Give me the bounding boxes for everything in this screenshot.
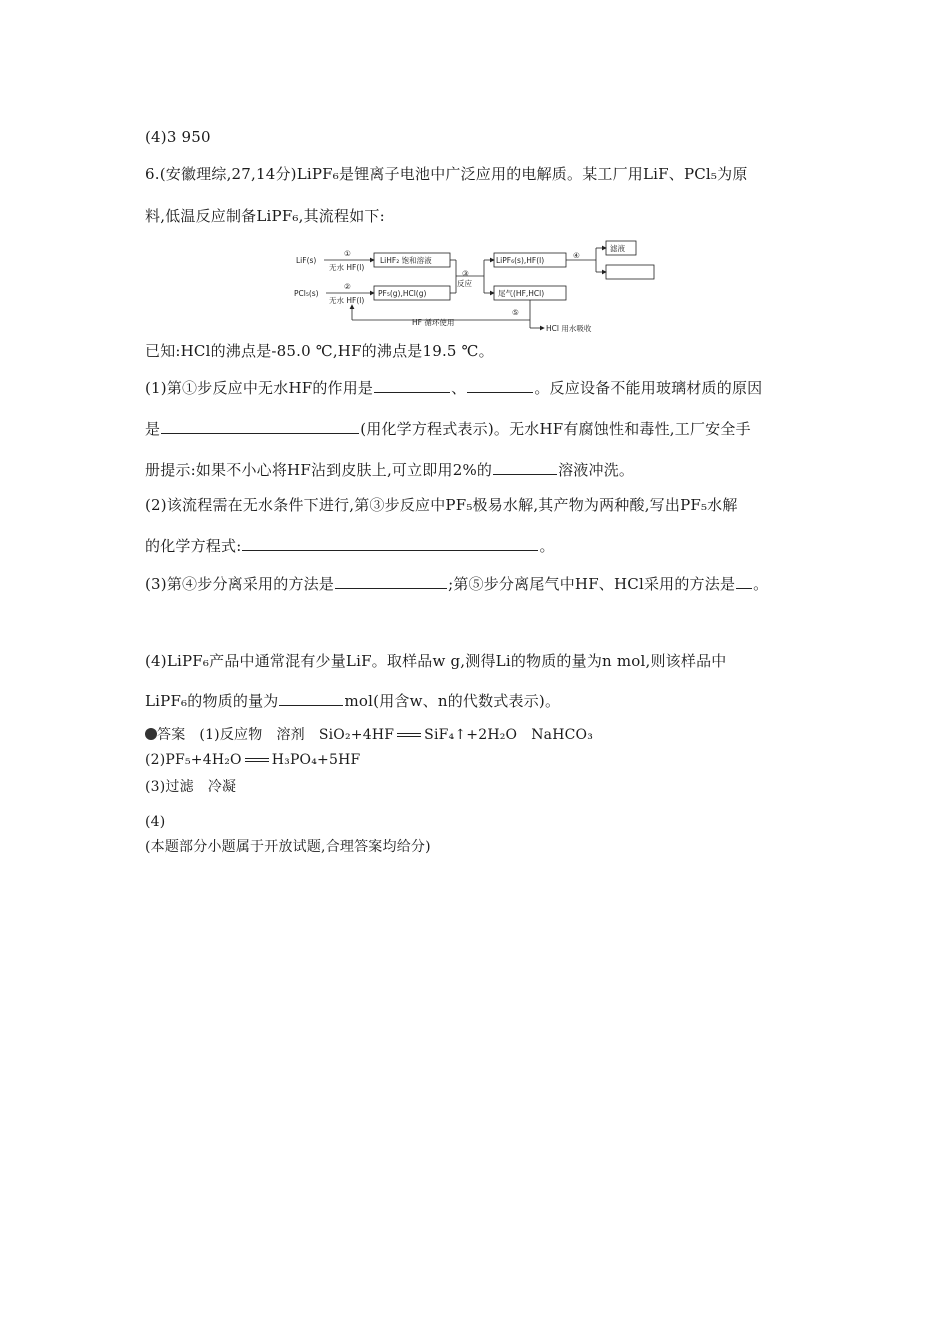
answer-1d: SiF₄↑+2H₂O: [424, 727, 518, 743]
process-flow-diagram: [290, 238, 625, 336]
answer-3b: 冷凝: [207, 779, 237, 795]
answer-blank[interactable]: [161, 418, 359, 434]
flow-lif: LiF(s): [296, 256, 317, 265]
answer-3a: (3)过滤: [145, 779, 194, 795]
answer-blank[interactable]: [374, 377, 450, 393]
answer-note: (本题部分小题属于开放试题,合理答案均给分): [145, 839, 431, 855]
answer-blank[interactable]: [279, 690, 343, 706]
answer-1a: (1)反应物: [199, 727, 263, 743]
flow-box3-label: LiPF₆(s),HF(l): [496, 256, 545, 265]
flow-step2: ②: [344, 282, 351, 291]
part1-text-d: 是: [145, 420, 161, 438]
question-part2-line2: [145, 535, 555, 556]
answer-blank[interactable]: [493, 459, 557, 475]
flow-absorb: HCl 用水吸收: [546, 324, 592, 333]
equals-sign: [397, 733, 421, 737]
answer-line4: (4): [145, 814, 166, 830]
flow-hf2: 无水 HF(l): [329, 296, 365, 305]
question-part4-line2: [145, 690, 560, 711]
part3-text-b: ;第⑤步分离尾气中HF、HCl采用的方法是: [448, 575, 736, 593]
flow-box4-label: 尾气(HF,HCl): [498, 289, 545, 298]
question-part3: [145, 573, 768, 594]
part3-text-a: (3)第④步分离采用的方法是: [145, 575, 335, 593]
flow-step5: ⑤: [512, 308, 519, 317]
question-part1-line1: [145, 377, 762, 398]
answer-2a: (2)PF₅+4H₂O: [145, 752, 242, 768]
flow-step4: ④: [573, 251, 580, 260]
answer-blank[interactable]: [736, 573, 752, 589]
question-part1-line3: [145, 459, 634, 480]
question-stem-line2: 料,低温反应制备LiPF₆,其流程如下:: [145, 207, 385, 225]
answer-1e: NaHCO₃: [531, 727, 594, 743]
part4-text-b: LiPF₆的物质的量为: [145, 692, 279, 710]
part1-text-a: (1)第①步反应中无水HF的作用是: [145, 379, 374, 397]
flow-pcl5: PCl₅(s): [294, 289, 319, 298]
part2-text-c: 。: [539, 537, 555, 555]
answer-blank[interactable]: [335, 573, 447, 589]
part1-text-e: (用化学方程式表示)。无水HF有腐蚀性和毒性,工厂安全手: [360, 420, 751, 438]
flow-box5-label: 滤液: [610, 244, 625, 253]
part1-text-f: 册提示:如果不小心将HF沾到皮肤上,可立即用2%的: [145, 461, 493, 479]
part2-text-b: 的化学方程式:: [145, 537, 242, 555]
question-part1-line2: [145, 418, 751, 439]
question-part4-line1: (4)LiPF₆产品中通常混有少量LiF。取样品w g,测得Li的物质的量为n mol,则该样品中: [145, 652, 727, 670]
known-condition: 已知:HCl的沸点是-85.0 ℃,HF的沸点是19.5 ℃。: [145, 342, 494, 360]
answer-blank[interactable]: [242, 535, 538, 551]
flow-box2-label: PF₅(g),HCl(g): [378, 289, 427, 298]
answer-1c: SiO₂+4HF: [318, 727, 395, 743]
answer-blank[interactable]: [467, 377, 533, 393]
part1-text-c: 。反应设备不能用玻璃材质的原因: [534, 379, 763, 397]
part4-text-c: mol(用含w、n的代数式表示)。: [344, 692, 561, 710]
previous-answer: (4)3 950: [145, 128, 211, 146]
part3-text-c: 。: [753, 575, 769, 593]
answer-line2: [145, 752, 360, 768]
answer-2b: H₃PO₄+5HF: [271, 752, 361, 768]
answer-icon: [145, 728, 157, 740]
flow-hf1: 无水 HF(l): [329, 263, 365, 272]
part1-text-b: 、: [451, 379, 467, 397]
flow-step3: ③: [462, 269, 469, 278]
part1-text-g: 溶液冲洗。: [558, 461, 635, 479]
question-part2-line1: (2)该流程需在无水条件下进行,第③步反应中PF₅极易水解,其产物为两种酸,写出PF₅水解: [145, 496, 738, 514]
answer-1b: 溶剂: [276, 727, 305, 743]
flow-recycle: HF 循环使用: [412, 318, 455, 327]
answer-line3: [145, 776, 236, 796]
flow-react: 反应: [457, 279, 472, 288]
flow-box1-label: LiHF₂ 饱和溶液: [380, 256, 432, 265]
equals-sign: [245, 758, 269, 762]
question-stem-line1: 6.(安徽理综,27,14分)LiPF₆是锂离子电池中广泛应用的电解质。某工厂用LiF、PCl₅为原: [145, 165, 748, 183]
flow-step1: ①: [344, 249, 351, 258]
answer-label: 答案: [157, 727, 186, 743]
answer-line1: [145, 724, 593, 744]
